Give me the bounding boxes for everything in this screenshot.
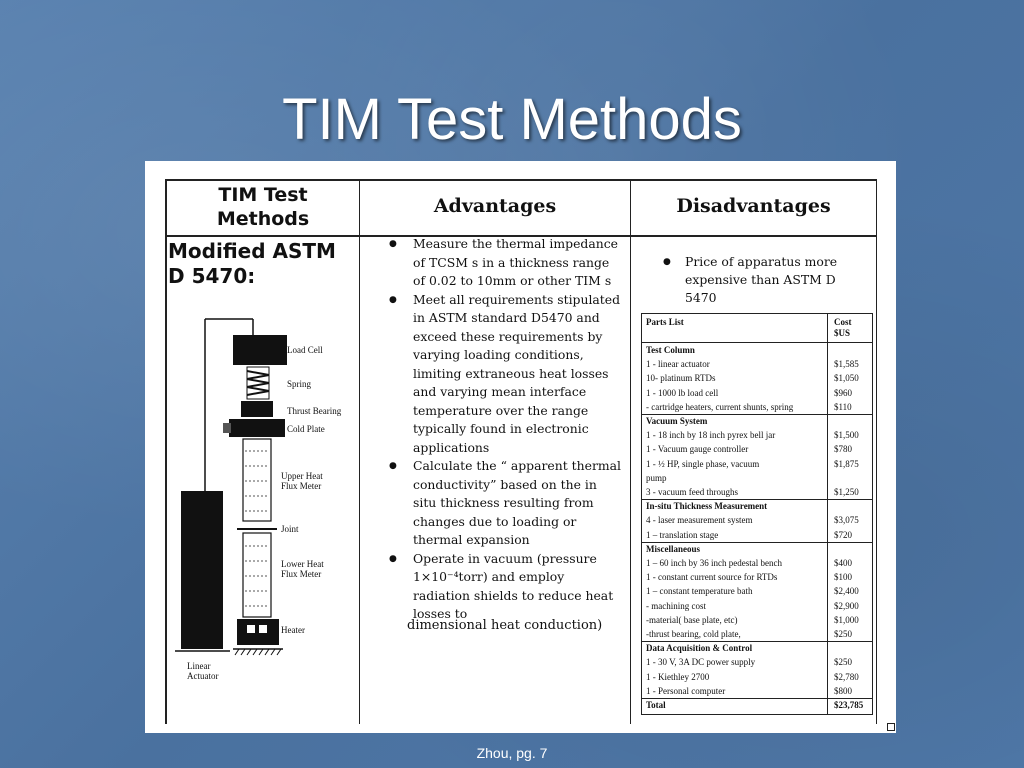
- parts-row-label: 1 - constant current source for RTDs: [646, 572, 778, 583]
- slide-title: TIM Test Methods: [282, 87, 742, 152]
- parts-row-cost: $1,050: [834, 373, 859, 384]
- parts-row-cost: $800: [834, 685, 852, 696]
- label-upper-heat-flux-line1: Upper Heat: [281, 471, 323, 481]
- parts-row-label: -material( base plate, etc): [646, 614, 738, 625]
- parts-row-label: 10- platinum RTDs: [646, 373, 716, 384]
- parts-row-cost: $780: [834, 444, 852, 455]
- parts-section-rule: [642, 542, 872, 543]
- scanned-table-image: [145, 161, 896, 733]
- parts-row-label: -thrust bearing, cold plate,: [646, 629, 741, 639]
- parts-header-cost: [834, 317, 852, 339]
- col-methods-header-line1: TIM Test: [218, 184, 308, 206]
- parts-row-cost: $1,000: [834, 614, 859, 625]
- label-thrust-bearing: Thrust Bearing: [287, 406, 342, 416]
- label-upper-heat-flux-meter: [281, 471, 323, 491]
- table-col-divider-2: [630, 179, 631, 724]
- parts-row-cost: $1,875: [834, 458, 859, 469]
- label-lower-heat-flux-line1: Lower Heat: [281, 559, 324, 569]
- col-methods-header: [167, 183, 359, 231]
- label-load-cell: Load Cell: [287, 345, 323, 355]
- method-name-line2: D 5470:: [168, 264, 256, 288]
- parts-row-cost: $250: [834, 629, 852, 639]
- parts-row-cost: $400: [834, 558, 852, 568]
- scan-corner-mark: [887, 723, 895, 731]
- apparatus-diagram: [175, 311, 375, 711]
- parts-row-label: 1 - 1000 lb load cell: [646, 387, 719, 398]
- apparatus-diagram-svg: [175, 311, 375, 711]
- label-lower-heat-flux-meter: [281, 559, 324, 579]
- parts-header-label: Parts List: [646, 317, 684, 327]
- parts-row-cost: $1,250: [834, 487, 859, 497]
- advantages-list: [383, 235, 623, 624]
- advantages-continuation: dimensional heat conduction): [407, 618, 603, 633]
- table-border-right: [876, 179, 877, 724]
- label-cold-plate: Cold Plate: [287, 424, 325, 434]
- parts-row-label: Test Column: [646, 345, 695, 355]
- parts-row-cost: $2,900: [834, 600, 859, 611]
- label-linear-actuator-line1: Linear: [187, 661, 211, 671]
- parts-row-label: 1 - ½ HP, single phase, vacuum: [646, 458, 760, 469]
- advantage-item: ● Calculate the “ apparent thermal conductivity” based on the in situ thickness resulting from changes due to loading or thermal expansion: [383, 457, 623, 550]
- parts-section-rule: [642, 499, 872, 500]
- label-linear-actuator: [187, 661, 219, 681]
- parts-row-label: 1 - 30 V, 3A DC power supply: [646, 657, 756, 668]
- table-border-top: [165, 179, 876, 181]
- parts-list-table: [641, 313, 873, 715]
- parts-row-label: - cartridge heaters, current shunts, spring: [646, 401, 794, 412]
- disadvantage-item: ● Price of apparatus more expensive than ASTM D 5470: [657, 253, 857, 307]
- parts-row-label: Total: [646, 700, 666, 710]
- parts-row-cost: $2,400: [834, 586, 859, 597]
- label-upper-heat-flux-line2: Flux Meter: [281, 481, 322, 491]
- parts-row-label: 1 – constant temperature bath: [646, 586, 753, 597]
- parts-row-cost: $960: [834, 387, 852, 398]
- parts-row-cost: $720: [834, 529, 852, 540]
- parts-row-label: 1 - Personal computer: [646, 685, 726, 696]
- parts-row-cost: $1,500: [834, 430, 859, 441]
- parts-row-cost: $1,585: [834, 359, 859, 370]
- label-joint: Joint: [281, 524, 299, 534]
- parts-row-cost: $23,785: [834, 700, 864, 710]
- parts-row-label: pump: [646, 472, 667, 483]
- col-methods-header-line2: Methods: [216, 208, 310, 230]
- advantage-item: ● Measure the thermal impedance of TCSM s in a thickness range of 0.02 to 10mm or other TIM s: [383, 235, 623, 291]
- label-spring: Spring: [287, 379, 312, 389]
- parts-section-rule: [642, 641, 872, 642]
- table-border-left: [165, 179, 167, 724]
- method-name-line1: Modified ASTM: [168, 239, 336, 263]
- parts-row-cost: $100: [834, 572, 852, 583]
- label-heater: Heater: [281, 625, 305, 635]
- parts-section-rule: [642, 698, 872, 699]
- parts-row-cost: $250: [834, 657, 852, 668]
- label-linear-actuator-line2: Actuator: [187, 671, 219, 681]
- col-advantages-header: Advantages: [433, 195, 557, 217]
- parts-row-cost: $110: [834, 401, 852, 412]
- advantage-item: ● Meet all requirements stipulated in ASTM standard D5470 and exceed these requirements by varying loading conditions, limiting extraneous heat losses and varying mean interface temperature over the range typically found in electronic applications: [383, 291, 623, 458]
- parts-row-label: In-situ Thickness Measurement: [646, 501, 768, 512]
- method-name: [168, 239, 338, 289]
- parts-row-label: 3 - vacuum feed throughs: [646, 487, 738, 497]
- parts-row-label: - machining cost: [646, 600, 706, 611]
- parts-row-label: 1 - Vacuum gauge controller: [646, 444, 749, 455]
- advantage-item: ● Operate in vacuum (pressure 1×10⁻⁴torr) and employ radiation shields to reduce heat losses to: [383, 550, 623, 624]
- disadvantages-list: [657, 253, 857, 307]
- parts-row-cost: $3,075: [834, 515, 859, 526]
- parts-header-cost-line2: $US: [834, 328, 851, 338]
- parts-row-label: 1 - Kiethley 2700: [646, 671, 710, 682]
- parts-header-rule: [642, 342, 872, 343]
- parts-row-cost: $2,780: [834, 671, 859, 682]
- parts-row-label: Vacuum System: [646, 416, 708, 426]
- col-disadvantages-header: Disadvantages: [676, 195, 831, 217]
- parts-section-rule: [642, 414, 872, 415]
- label-lower-heat-flux-line2: Flux Meter: [281, 569, 322, 579]
- slide-footer-citation: Zhou, pg. 7: [476, 745, 548, 761]
- parts-row-label: Data Acquisition & Control: [646, 643, 753, 654]
- parts-header-cost-line1: Cost: [834, 317, 852, 327]
- parts-row-label: 1 – 60 inch by 36 inch pedestal bench: [646, 558, 782, 568]
- parts-row-label: 4 - laser measurement system: [646, 515, 753, 526]
- parts-row-label: 1 – translation stage: [646, 529, 719, 540]
- parts-row-label: 1 - linear actuator: [646, 359, 710, 370]
- parts-row-label: 1 - 18 inch by 18 inch pyrex bell jar: [646, 430, 776, 441]
- parts-row-label: Miscellaneous: [646, 543, 700, 554]
- parts-cost-divider: [827, 314, 828, 714]
